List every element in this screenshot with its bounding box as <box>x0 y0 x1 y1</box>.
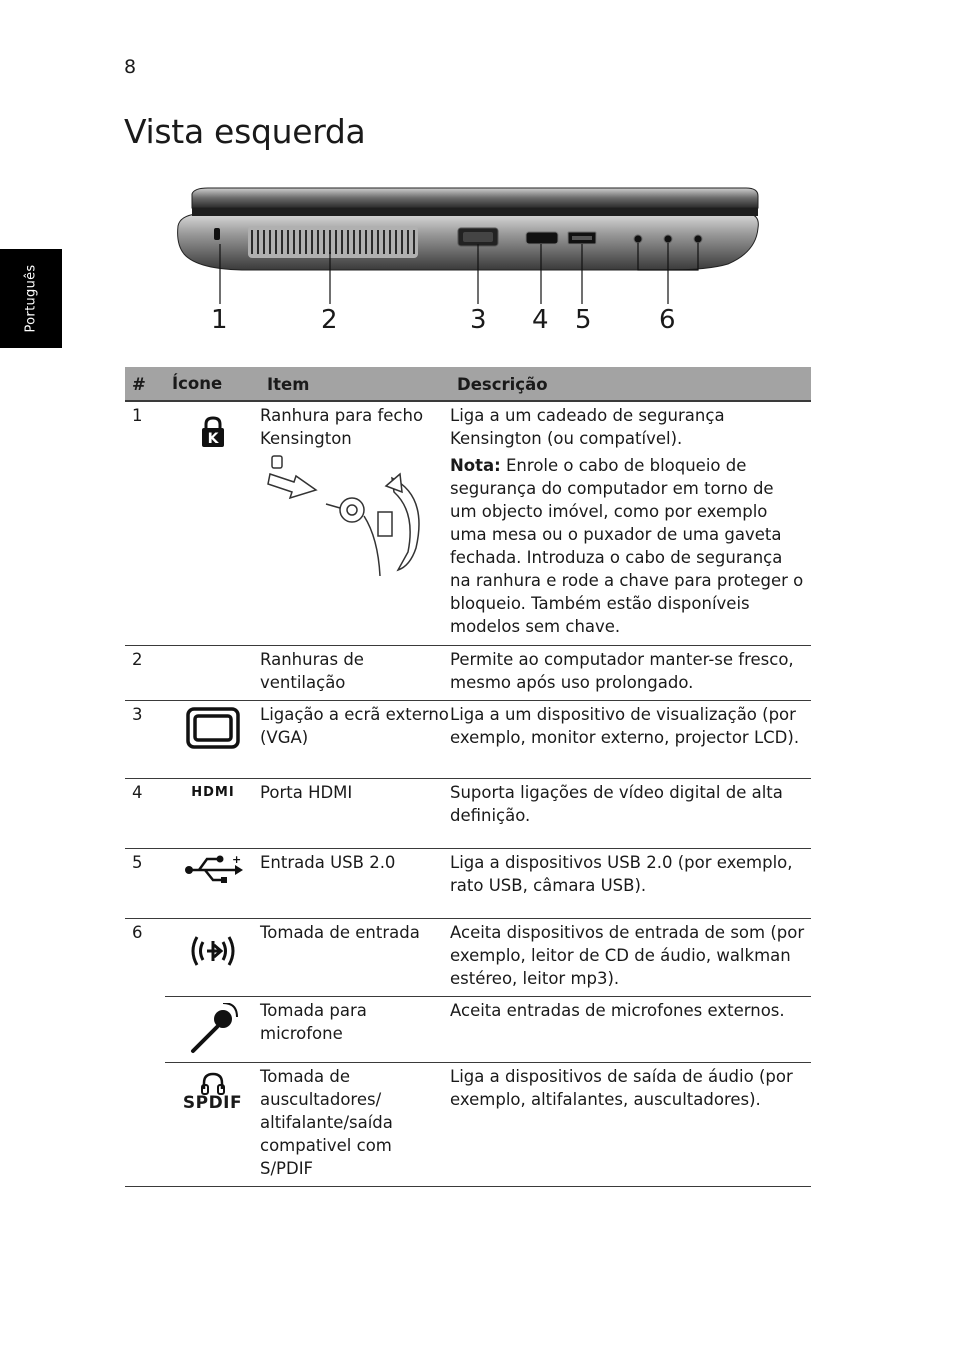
row-number <box>125 996 165 1062</box>
callout-1: 1 <box>211 305 228 335</box>
header-icon: Ícone <box>165 367 260 401</box>
lock-cable-illustration <box>260 452 430 580</box>
audio-in-icon <box>187 933 239 969</box>
laptop-left-side-illustration <box>168 182 768 342</box>
description-text: Suporta ligações de vídeo digital de alta definição. <box>450 778 811 848</box>
side-tab-label: Português <box>23 264 39 333</box>
callout-6: 6 <box>659 305 676 335</box>
table-row <box>125 700 811 778</box>
svg-text:K: K <box>207 431 218 447</box>
description-text: Aceita entradas de microfones externos. <box>450 996 811 1062</box>
table-row <box>125 645 811 700</box>
note-body: Enrole o cabo de bloqueio de segurança do computador em torno de um objecto imóvel, como por exemplo uma mesa ou o puxador de uma gaveta fechada. Introduza o cabo de segurança na ranhura e rode a chave para proteger o bloqueio. Também estão disponíveis modelos sem chave. <box>450 456 804 636</box>
description-text: Liga a dispositivos de saída de áudio (por exemplo, altifalantes, auscultadores). <box>450 1062 811 1186</box>
svg-text:+: + <box>231 852 241 866</box>
row-number: 2 <box>125 645 165 700</box>
item-label: Tomada de entrada <box>260 918 450 996</box>
item-label: Tomada de auscultadores/ altifalante/saída compativel com S/PDIF <box>260 1062 450 1186</box>
table-row <box>125 401 811 645</box>
table-row <box>125 1062 811 1186</box>
item-label: Ligação a ecrã externo (VGA) <box>260 700 450 778</box>
description-text: Liga a um cadeado de segurança Kensington (ou compatível). <box>450 406 725 448</box>
row-number: 6 <box>132 922 143 942</box>
page-number: 8 <box>124 56 137 78</box>
item-label: Porta HDMI <box>260 778 450 848</box>
item-label: Ranhura para fecho Kensington <box>260 406 424 448</box>
usb-icon <box>183 853 243 885</box>
header-number: # <box>125 367 165 401</box>
description-text: Permite ao computador manter-se fresco, mesmo após uso prolongado. <box>450 645 811 700</box>
table-header-row <box>125 367 811 401</box>
table-row <box>125 996 811 1062</box>
table-row <box>125 778 811 848</box>
microphone-icon <box>187 1003 239 1055</box>
note-label: Nota: <box>450 456 501 475</box>
note-text <box>450 454 805 638</box>
callout-2: 2 <box>321 305 338 335</box>
svg-text:HDMI: HDMI <box>190 784 235 798</box>
kensington-lock-icon <box>200 416 226 448</box>
row-number: 4 <box>125 778 165 848</box>
ports-table <box>125 367 811 1187</box>
description-text: Liga a um dispositivo de visualização (por exemplo, monitor externo, projector LCD). <box>450 700 811 778</box>
table-row <box>125 848 811 918</box>
header-description: Descrição <box>450 367 811 401</box>
callout-5: 5 <box>575 305 592 335</box>
spdif-icon-label: SPDIF <box>182 1092 243 1113</box>
vga-monitor-icon <box>186 707 240 749</box>
row-number <box>125 1062 165 1186</box>
description-text: Liga a dispositivos USB 2.0 (por exemplo, rato USB, câmara USB). <box>450 848 811 918</box>
callout-3: 3 <box>470 305 487 335</box>
callout-4: 4 <box>532 305 549 335</box>
item-label: Ranhuras de ventilação <box>260 645 450 700</box>
row-number: 3 <box>125 700 165 778</box>
description-text: Aceita dispositivos de entrada de som (por exemplo, leitor de CD de áudio, walkman estéreo, leitor mp3). <box>450 918 811 996</box>
language-side-tab <box>0 249 62 348</box>
hdmi-icon <box>185 784 241 798</box>
row-number: 1 <box>125 401 165 645</box>
item-label: Tomada para microfone <box>260 996 450 1062</box>
item-label: Entrada USB 2.0 <box>260 848 450 918</box>
row-number: 5 <box>125 848 165 918</box>
header-item: Item <box>260 367 450 401</box>
table-row <box>125 918 811 996</box>
page-title: Vista esquerda <box>124 112 366 151</box>
